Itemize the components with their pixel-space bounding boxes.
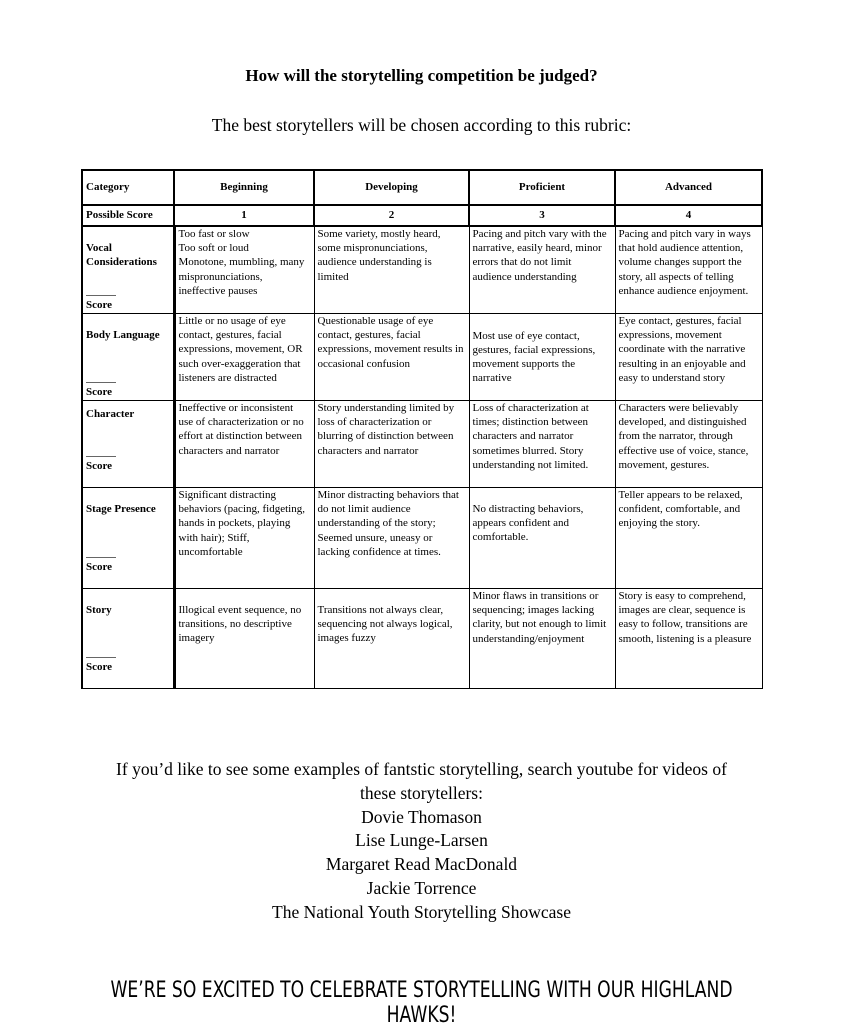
score-field: Score [86, 448, 116, 473]
criteria-beginning: Little or no usage of eye contact, gestures, facial expressions, movement, OR such over-exaggeration that listeners are distracted [174, 314, 314, 401]
criteria-proficient: Loss of characterization at times; distinction between characters and narrator sometimes blurred. Story understanding not limited. [469, 401, 615, 488]
page-heading: How will the storytelling competition be judged? [245, 66, 598, 85]
criteria-proficient: Most use of eye contact, gestures, facial expressions, movement supports the narrative [469, 314, 615, 401]
column-header-developing: Developing [314, 170, 469, 205]
criteria-proficient: Minor flaws in transitions or sequencing; images lacking clarity, but not enough to limit understanding/enjoyment [469, 589, 615, 689]
rubric-row-body-language [82, 314, 762, 401]
rubric-row-character [82, 401, 762, 488]
category-cell [82, 589, 174, 689]
possible-score-row [82, 205, 762, 226]
rubric-row-story [82, 589, 762, 689]
possible-score-value: 3 [469, 205, 615, 226]
criteria-advanced: Teller appears to be relaxed, confident, comfortable, and enjoying the story. [615, 488, 762, 589]
criteria-beginning: Ineffective or inconsistent use of characterization or no effort at distinction between characters and narrator [174, 401, 314, 488]
criteria-advanced: Story is easy to comprehend, images are clear, sequence is easy to follow, transitions are smooth, listening is a pleasure [615, 589, 762, 689]
storyteller-name: Lise Lunge-Larsen [355, 830, 488, 851]
criteria-beginning: Significant distracting behaviors (pacing, fidgeting, hands in pockets, playing with hair); Stiff, uncomfortable [174, 488, 314, 589]
score-field: Score [86, 287, 116, 312]
column-header-category: Category [82, 170, 174, 205]
category-name: Stage Presence [86, 503, 156, 515]
category-cell [82, 488, 174, 589]
column-header-advanced: Advanced [615, 170, 762, 205]
storyteller-name: Dovie Thomason [361, 806, 482, 827]
examples-intro: If you’d like to see some examples of fantstic storytelling, search youtube for videos of these storytellers: [116, 759, 727, 803]
criteria-developing: Story understanding limited by loss of characterization or blurring of distinction between characters and narrator [314, 401, 469, 488]
criteria-advanced: Characters were believably developed, and distinguished from the narrator, through effective use of voice, stance, movement, gestures. [615, 401, 762, 488]
storyteller-name: Margaret Read MacDonald [325, 854, 518, 875]
category-cell [82, 314, 174, 401]
possible-score-value: 1 [174, 205, 314, 226]
category-name: Story [86, 604, 112, 616]
criteria-beginning: Illogical event sequence, no transitions, no descriptive imagery [174, 589, 314, 689]
criteria-advanced: Pacing and pitch vary in ways that hold audience attention, volume changes support the story, all aspects of telling enhance audience enjoyment. [615, 226, 762, 314]
criteria-developing: Transitions not always clear, sequencing not always logical, images fuzzy [314, 589, 469, 689]
rubric-intro: The best storytellers will be chosen according to this rubric: [211, 115, 632, 135]
rubric-row-stage-presence [82, 488, 762, 589]
category-name: Vocal Considerations [86, 242, 157, 269]
possible-score-value: 4 [615, 205, 762, 226]
criteria-beginning: Too fast or slow Too soft or loud Monotone, mumbling, many mispronunciations, ineffective pauses [174, 226, 314, 314]
possible-score-value: 2 [314, 205, 469, 226]
criteria-advanced: Eye contact, gestures, facial expressions, movement coordinate with the narrative resulting in an enjoyable and easy to understand story [615, 314, 762, 401]
criteria-developing: Some variety, mostly heard, some mispronunciations, audience understanding is limited [314, 226, 469, 314]
column-header-proficient: Proficient [469, 170, 615, 205]
criteria-proficient: Pacing and pitch vary with the narrative, easily heard, minor errors that do not limit audience understanding [469, 226, 615, 314]
criteria-proficient: No distracting behaviors, appears confident and comfortable. [469, 488, 615, 589]
category-cell [82, 226, 174, 314]
category-name: Character [86, 408, 135, 420]
category-name: Body Language [86, 329, 160, 341]
criteria-developing: Minor distracting behaviors that do not limit audience understanding of the story; Seemed unsure, uneasy or lacking confidence at times. [314, 488, 469, 589]
rubric-row-vocal [82, 226, 762, 314]
score-field: Score [86, 549, 116, 574]
storyteller-examples [0, 758, 843, 925]
score-field: Score [86, 374, 116, 399]
criteria-developing: Questionable usage of eye contact, gestures, facial expressions, movement results in occasional confusion [314, 314, 469, 401]
storyteller-name: The National Youth Storytelling Showcase [272, 901, 571, 922]
judging-rubric-table [81, 169, 763, 689]
storyteller-name: Jackie Torrence [366, 877, 477, 898]
closing-message: WE’RE SO EXCITED TO CELEBRATE STORYTELLING WITH OUR HIGHLAND HAWKS! [110, 978, 733, 1028]
possible-score-label: Possible Score [82, 205, 174, 226]
category-cell [82, 401, 174, 488]
rubric-header-row [82, 170, 762, 205]
score-field: Score [86, 649, 116, 674]
column-header-beginning: Beginning [174, 170, 314, 205]
